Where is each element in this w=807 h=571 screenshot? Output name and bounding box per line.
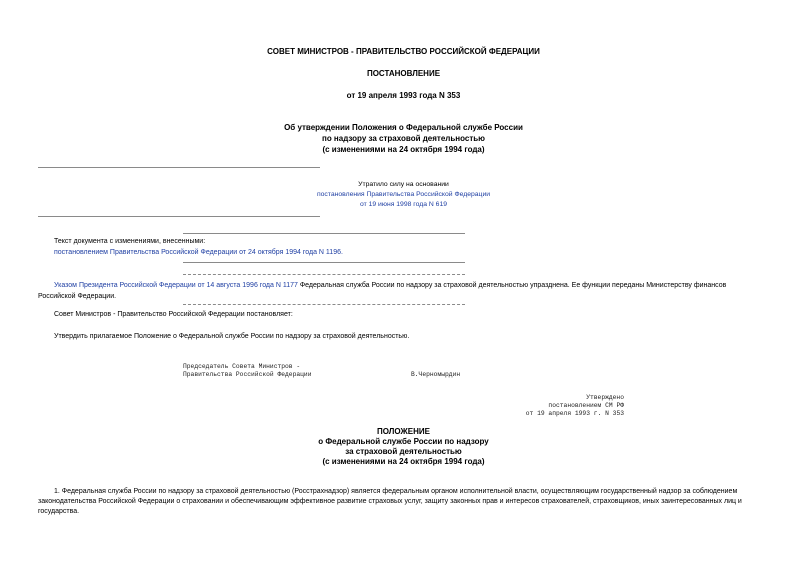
dashed-divider bbox=[183, 274, 465, 275]
approved-line-2: постановлением СМ РФ bbox=[548, 402, 624, 409]
repeal-notice-link-1[interactable]: постановления Правительства Российской Федерации bbox=[316, 191, 491, 198]
issuer-heading: СОВЕТ МИНИСТРОВ - ПРАВИТЕЛЬСТВО РОССИЙСКОЙ ФЕДЕРАЦИИ bbox=[267, 47, 540, 56]
decree-link[interactable]: Указом Президента Российской Федерации от 14 августа 1996 года N 1177 bbox=[54, 282, 298, 289]
divider bbox=[183, 233, 465, 234]
repeal-notice-link-2[interactable]: от 19 июня 1998 года N 619 bbox=[359, 201, 448, 208]
signature-name: В.Черномырдин bbox=[411, 371, 461, 378]
approved-line-1: Утверждено bbox=[586, 394, 624, 401]
repeal-notice-line-1: Утратило силу на основании bbox=[358, 181, 449, 188]
amendments-link[interactable]: постановлением Правительства Российской Федерации от 24 октября 1994 года N 1196. bbox=[54, 249, 343, 256]
divider bbox=[38, 167, 320, 168]
document-type: ПОСТАНОВЛЕНИЕ bbox=[366, 69, 441, 78]
document-title-line-2: по надзору за страховой деятельностью bbox=[321, 134, 486, 143]
paragraph-1-line-2: законодательства Российской Федерации о страховании и обеспечивающим эффективное развитие страховых услуг, защиту законных прав и интересов страхователей, страховщиков, иных заинтересованных лиц и bbox=[38, 498, 742, 505]
decree-note-line-1 bbox=[54, 280, 726, 291]
amendments-text: Текст документа с изменениями, внесенными: bbox=[54, 238, 206, 245]
document-title-line-3: (с изменениями на 24 октября 1994 года) bbox=[322, 145, 485, 154]
decree-note-text: Федеральная служба России по надзору за страховой деятельностью упразднена. Ее функции переданы Министерству финансов bbox=[297, 282, 727, 289]
decree-note-line-2: Российской Федерации. bbox=[38, 293, 117, 300]
document-title-line-1: Об утверждении Положения о Федеральной службе России bbox=[284, 123, 523, 132]
dashed-divider bbox=[183, 304, 465, 305]
regulation-title-line-3: за страховой деятельностью bbox=[345, 447, 462, 456]
signature-position-line-2: Правительства Российской Федерации bbox=[183, 371, 312, 378]
regulation-title-line-1: ПОЛОЖЕНИЕ bbox=[377, 427, 430, 436]
regulation-title-line-2: о Федеральной службе России по надзору bbox=[318, 437, 489, 446]
divider bbox=[183, 262, 465, 263]
approved-line-3: от 19 апреля 1993 г. N 353 bbox=[525, 410, 624, 417]
resolves-text: Совет Министров - Правительство Российской Федерации постановляет: bbox=[54, 311, 293, 318]
document-date-number: от 19 апреля 1993 года N 353 bbox=[346, 91, 461, 100]
signature-position-line-1: Председатель Совета Министров - bbox=[183, 363, 301, 370]
paragraph-1-line-3: государства. bbox=[38, 508, 80, 515]
paragraph-1-line-1: 1. Федеральная служба России по надзору за страховой деятельностью (Росстрахнадзор) является федеральным органом исполнительной власти, осуществляющим государственный надзор за соблюдением bbox=[54, 488, 738, 495]
regulation-title-line-4: (с изменениями на 24 октября 1994 года) bbox=[322, 457, 485, 466]
divider bbox=[38, 216, 320, 217]
approve-text: Утвердить прилагаемое Положение о Федеральной службе России по надзору за страховой деятельностью. bbox=[54, 333, 410, 340]
